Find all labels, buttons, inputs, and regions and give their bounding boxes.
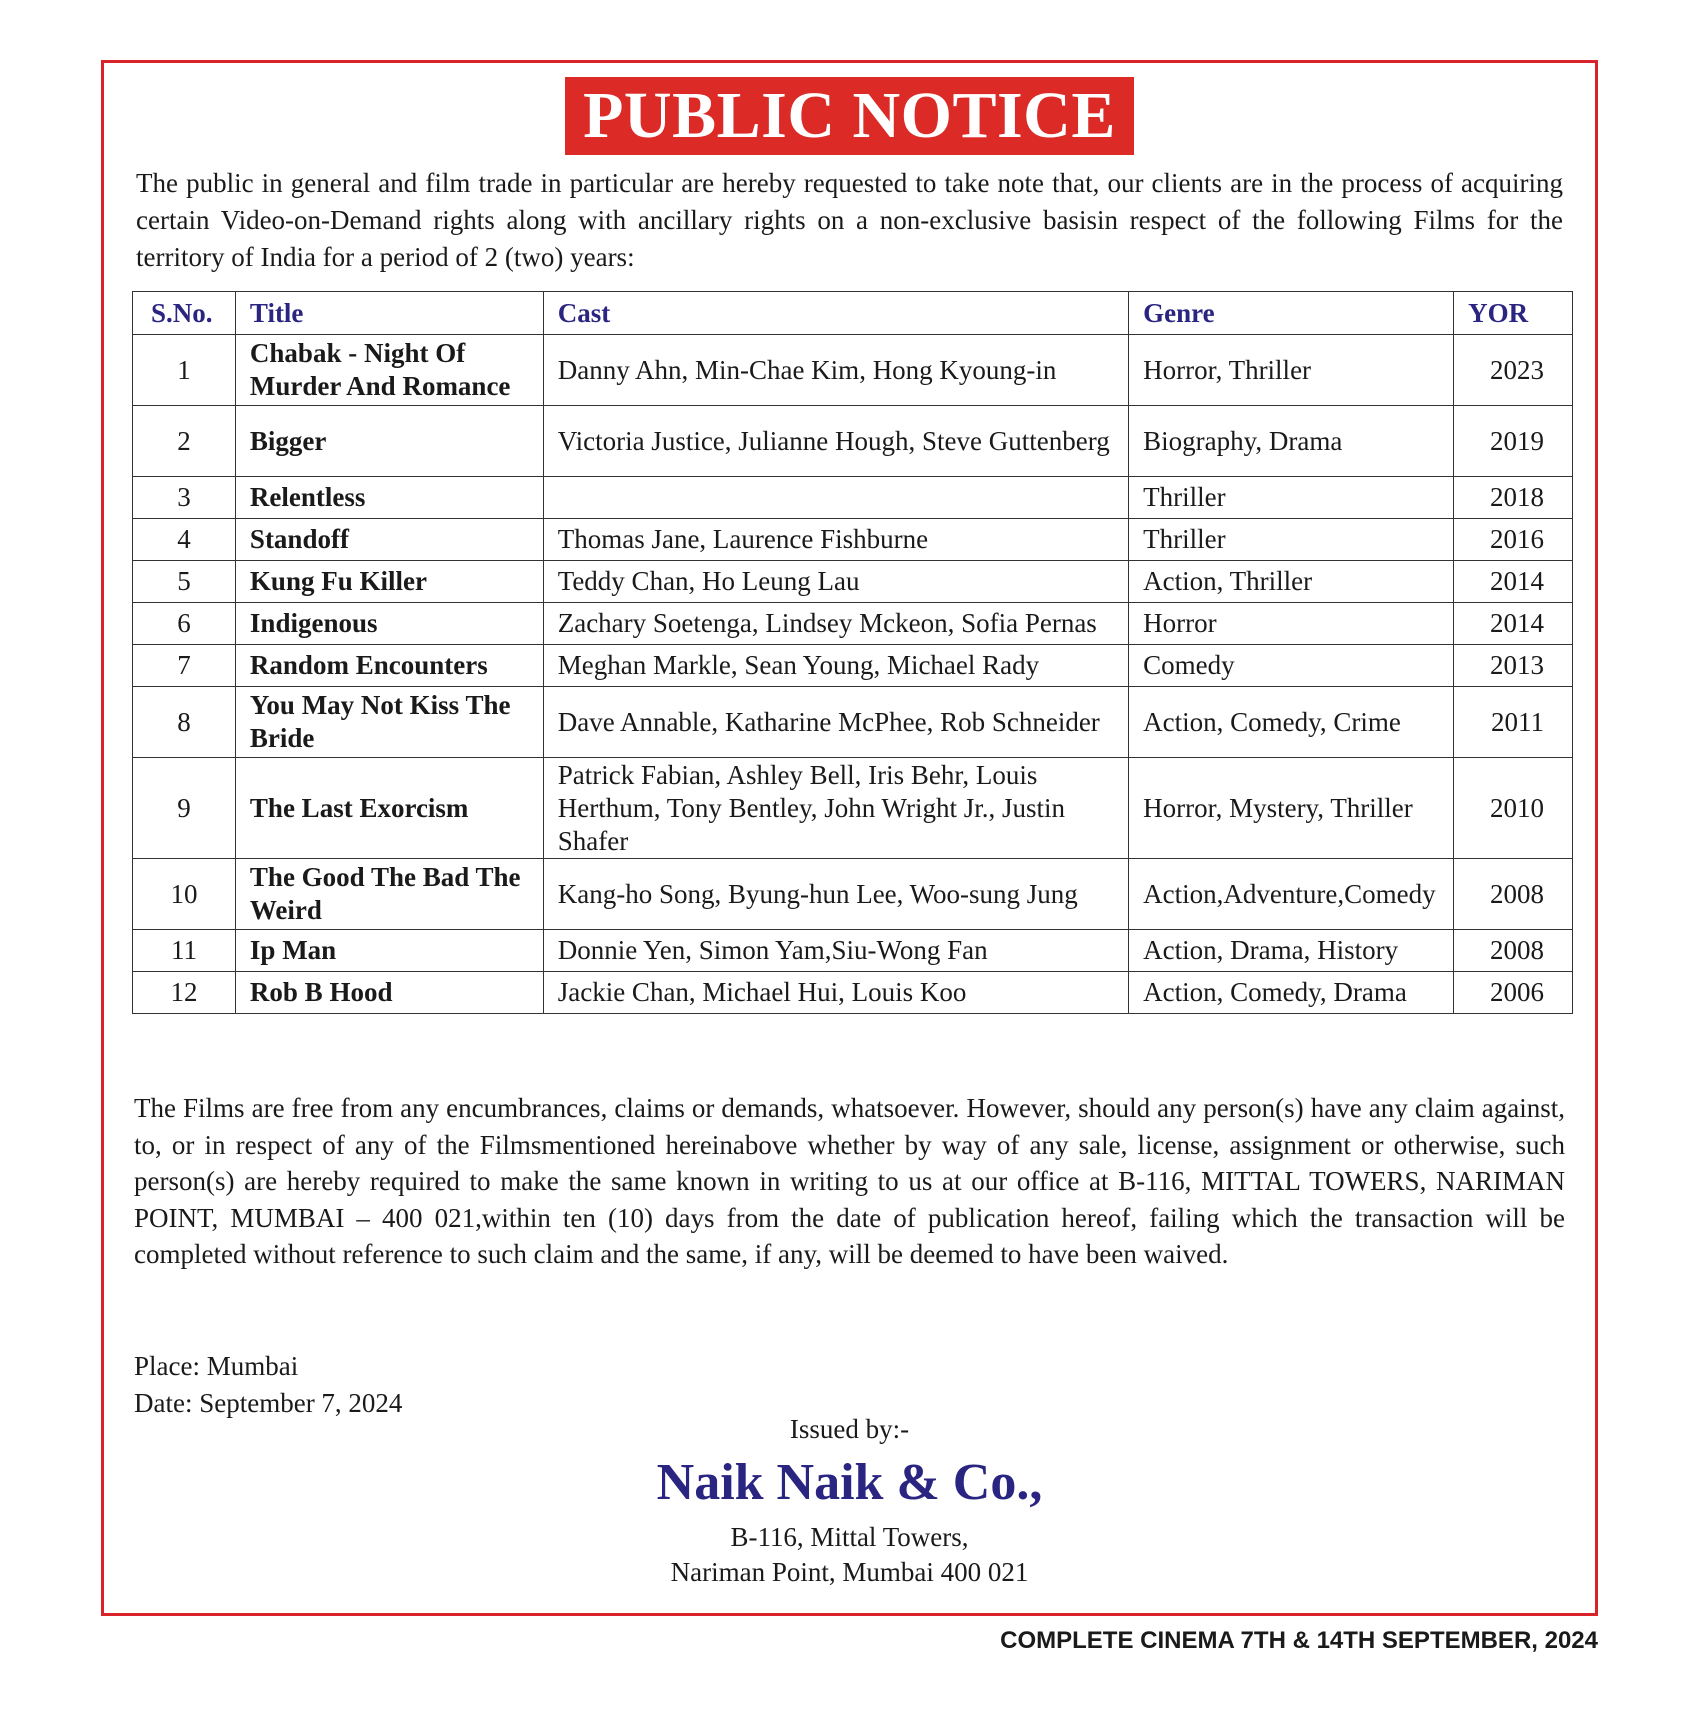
cell-sno: 4 — [133, 519, 236, 561]
cell-genre: Comedy — [1129, 645, 1454, 687]
cell-genre: Thriller — [1129, 477, 1454, 519]
table-row — [133, 603, 1573, 645]
cell-cast: Teddy Chan, Ho Leung Lau — [543, 561, 1128, 603]
intro-paragraph: The public in general and film trade in particular are hereby requested to take note that, our clients are in the process of acquiring certain Video-on-Demand rights along with ancillary rights on a non-exclusive basisin respect of the following Films for the territory of India for a period of 2 (two) years: — [136, 168, 1563, 272]
cell-title: You May Not Kiss The Bride — [235, 687, 543, 758]
notice-title: PUBLIC NOTICE — [565, 77, 1134, 155]
cell-title: Indigenous — [235, 603, 543, 645]
header-sno: S.No. — [133, 292, 236, 335]
table-row — [133, 406, 1573, 477]
cell-genre: Thriller — [1129, 519, 1454, 561]
cell-genre: Biography, Drama — [1129, 406, 1454, 477]
issued-by-label: Issued by:- — [789, 1414, 910, 1444]
cell-sno: 11 — [133, 930, 236, 972]
cell-yor: 2011 — [1454, 687, 1573, 758]
cell-sno: 10 — [133, 859, 236, 930]
table-row — [133, 972, 1573, 1014]
title-container — [104, 77, 1595, 155]
cell-cast: Victoria Justice, Julianne Hough, Steve Guttenberg — [543, 406, 1128, 477]
cell-yor: 2018 — [1454, 477, 1573, 519]
publication-footer: COMPLETE CINEMA 7TH & 14TH SEPTEMBER, 2024 — [1000, 1627, 1598, 1654]
cell-title: The Good The Bad The Weird — [235, 859, 543, 930]
cell-cast: Donnie Yen, Simon Yam,Siu-Wong Fan — [543, 930, 1128, 972]
cell-sno: 7 — [133, 645, 236, 687]
cell-title: Random Encounters — [235, 645, 543, 687]
cell-yor: 2008 — [1454, 930, 1573, 972]
cell-title: Ip Man — [235, 930, 543, 972]
header-genre: Genre — [1129, 292, 1454, 335]
cell-genre: Action, Comedy, Drama — [1129, 972, 1454, 1014]
cell-cast: Kang-ho Song, Byung-hun Lee, Woo-sung Jung — [543, 859, 1128, 930]
place-line: Place: Mumbai — [134, 1351, 299, 1381]
table-header-row — [133, 292, 1573, 335]
cell-yor: 2008 — [1454, 859, 1573, 930]
cell-title: Bigger — [235, 406, 543, 477]
cell-sno: 12 — [133, 972, 236, 1014]
cell-title: Rob B Hood — [235, 972, 543, 1014]
cell-cast — [543, 477, 1128, 519]
cell-cast: Meghan Markle, Sean Young, Michael Rady — [543, 645, 1128, 687]
cell-genre: Horror, Thriller — [1129, 335, 1454, 406]
cell-sno: 6 — [133, 603, 236, 645]
cell-cast: Danny Ahn, Min-Chae Kim, Hong Kyoung-in — [543, 335, 1128, 406]
cell-sno: 8 — [133, 687, 236, 758]
cell-title: Chabak - Night Of Murder And Romance — [235, 335, 543, 406]
cell-yor: 2014 — [1454, 561, 1573, 603]
cell-title: The Last Exorcism — [235, 758, 543, 859]
cell-yor: 2023 — [1454, 335, 1573, 406]
header-title: Title — [235, 292, 543, 335]
cell-genre: Action, Thriller — [1129, 561, 1454, 603]
firm-address — [104, 1520, 1595, 1590]
cell-sno: 2 — [133, 406, 236, 477]
cell-sno: 3 — [133, 477, 236, 519]
cell-cast: Zachary Soetenga, Lindsey Mckeon, Sofia Pernas — [543, 603, 1128, 645]
cell-genre: Horror, Mystery, Thriller — [1129, 758, 1454, 859]
header-yor: YOR — [1454, 292, 1573, 335]
cell-cast: Jackie Chan, Michael Hui, Louis Koo — [543, 972, 1128, 1014]
date-line: Date: September 7, 2024 — [134, 1388, 403, 1418]
films-table — [132, 291, 1573, 1014]
table-row — [133, 519, 1573, 561]
cell-cast: Dave Annable, Katharine McPhee, Rob Schneider — [543, 687, 1128, 758]
claims-paragraph: The Films are free from any encumbrances, claims or demands, whatsoever. However, should any person(s) have any claim against, to, or in respect of any of the Filmsmentioned hereinabove whether by way of any sale, license, assignment or otherwise, such person(s) are hereby required to make the same known in writing to us at our office at B-116, MITTAL TOWERS, NARIMAN POINT, MUMBAI – 400 021,within ten (10) days from the date of publication hereof, failing which the transaction will be completed without reference to such claim and the same, if any, will be deemed to have been waived. — [134, 1093, 1565, 1269]
header-cast: Cast — [543, 292, 1128, 335]
table-row — [133, 335, 1573, 406]
cell-genre: Action,Adventure,Comedy — [1129, 859, 1454, 930]
cell-title: Standoff — [235, 519, 543, 561]
cell-cast: Patrick Fabian, Ashley Bell, Iris Behr, Louis Herthum, Tony Bentley, John Wright Jr., Justin Shafer — [543, 758, 1128, 859]
cell-yor: 2016 — [1454, 519, 1573, 561]
cell-title: Kung Fu Killer — [235, 561, 543, 603]
cell-yor: 2010 — [1454, 758, 1573, 859]
cell-yor: 2006 — [1454, 972, 1573, 1014]
address-line-1: B-116, Mittal Towers, — [730, 1522, 969, 1552]
cell-genre: Action, Drama, History — [1129, 930, 1454, 972]
firm-name: Naik Naik & Co., — [656, 1454, 1043, 1511]
cell-yor: 2019 — [1454, 406, 1573, 477]
table-row — [133, 930, 1573, 972]
cell-sno: 1 — [133, 335, 236, 406]
cell-yor: 2013 — [1454, 645, 1573, 687]
cell-cast: Thomas Jane, Laurence Fishburne — [543, 519, 1128, 561]
cell-yor: 2014 — [1454, 603, 1573, 645]
notice-frame — [101, 60, 1598, 1616]
cell-title: Relentless — [235, 477, 543, 519]
cell-genre: Horror — [1129, 603, 1454, 645]
table-row — [133, 561, 1573, 603]
table-row — [133, 859, 1573, 930]
cell-sno: 9 — [133, 758, 236, 859]
table-row — [133, 645, 1573, 687]
address-line-2: Nariman Point, Mumbai 400 021 — [670, 1557, 1029, 1587]
table-row — [133, 687, 1573, 758]
table-row — [133, 477, 1573, 519]
cell-genre: Action, Comedy, Crime — [1129, 687, 1454, 758]
table-row — [133, 758, 1573, 859]
cell-sno: 5 — [133, 561, 236, 603]
